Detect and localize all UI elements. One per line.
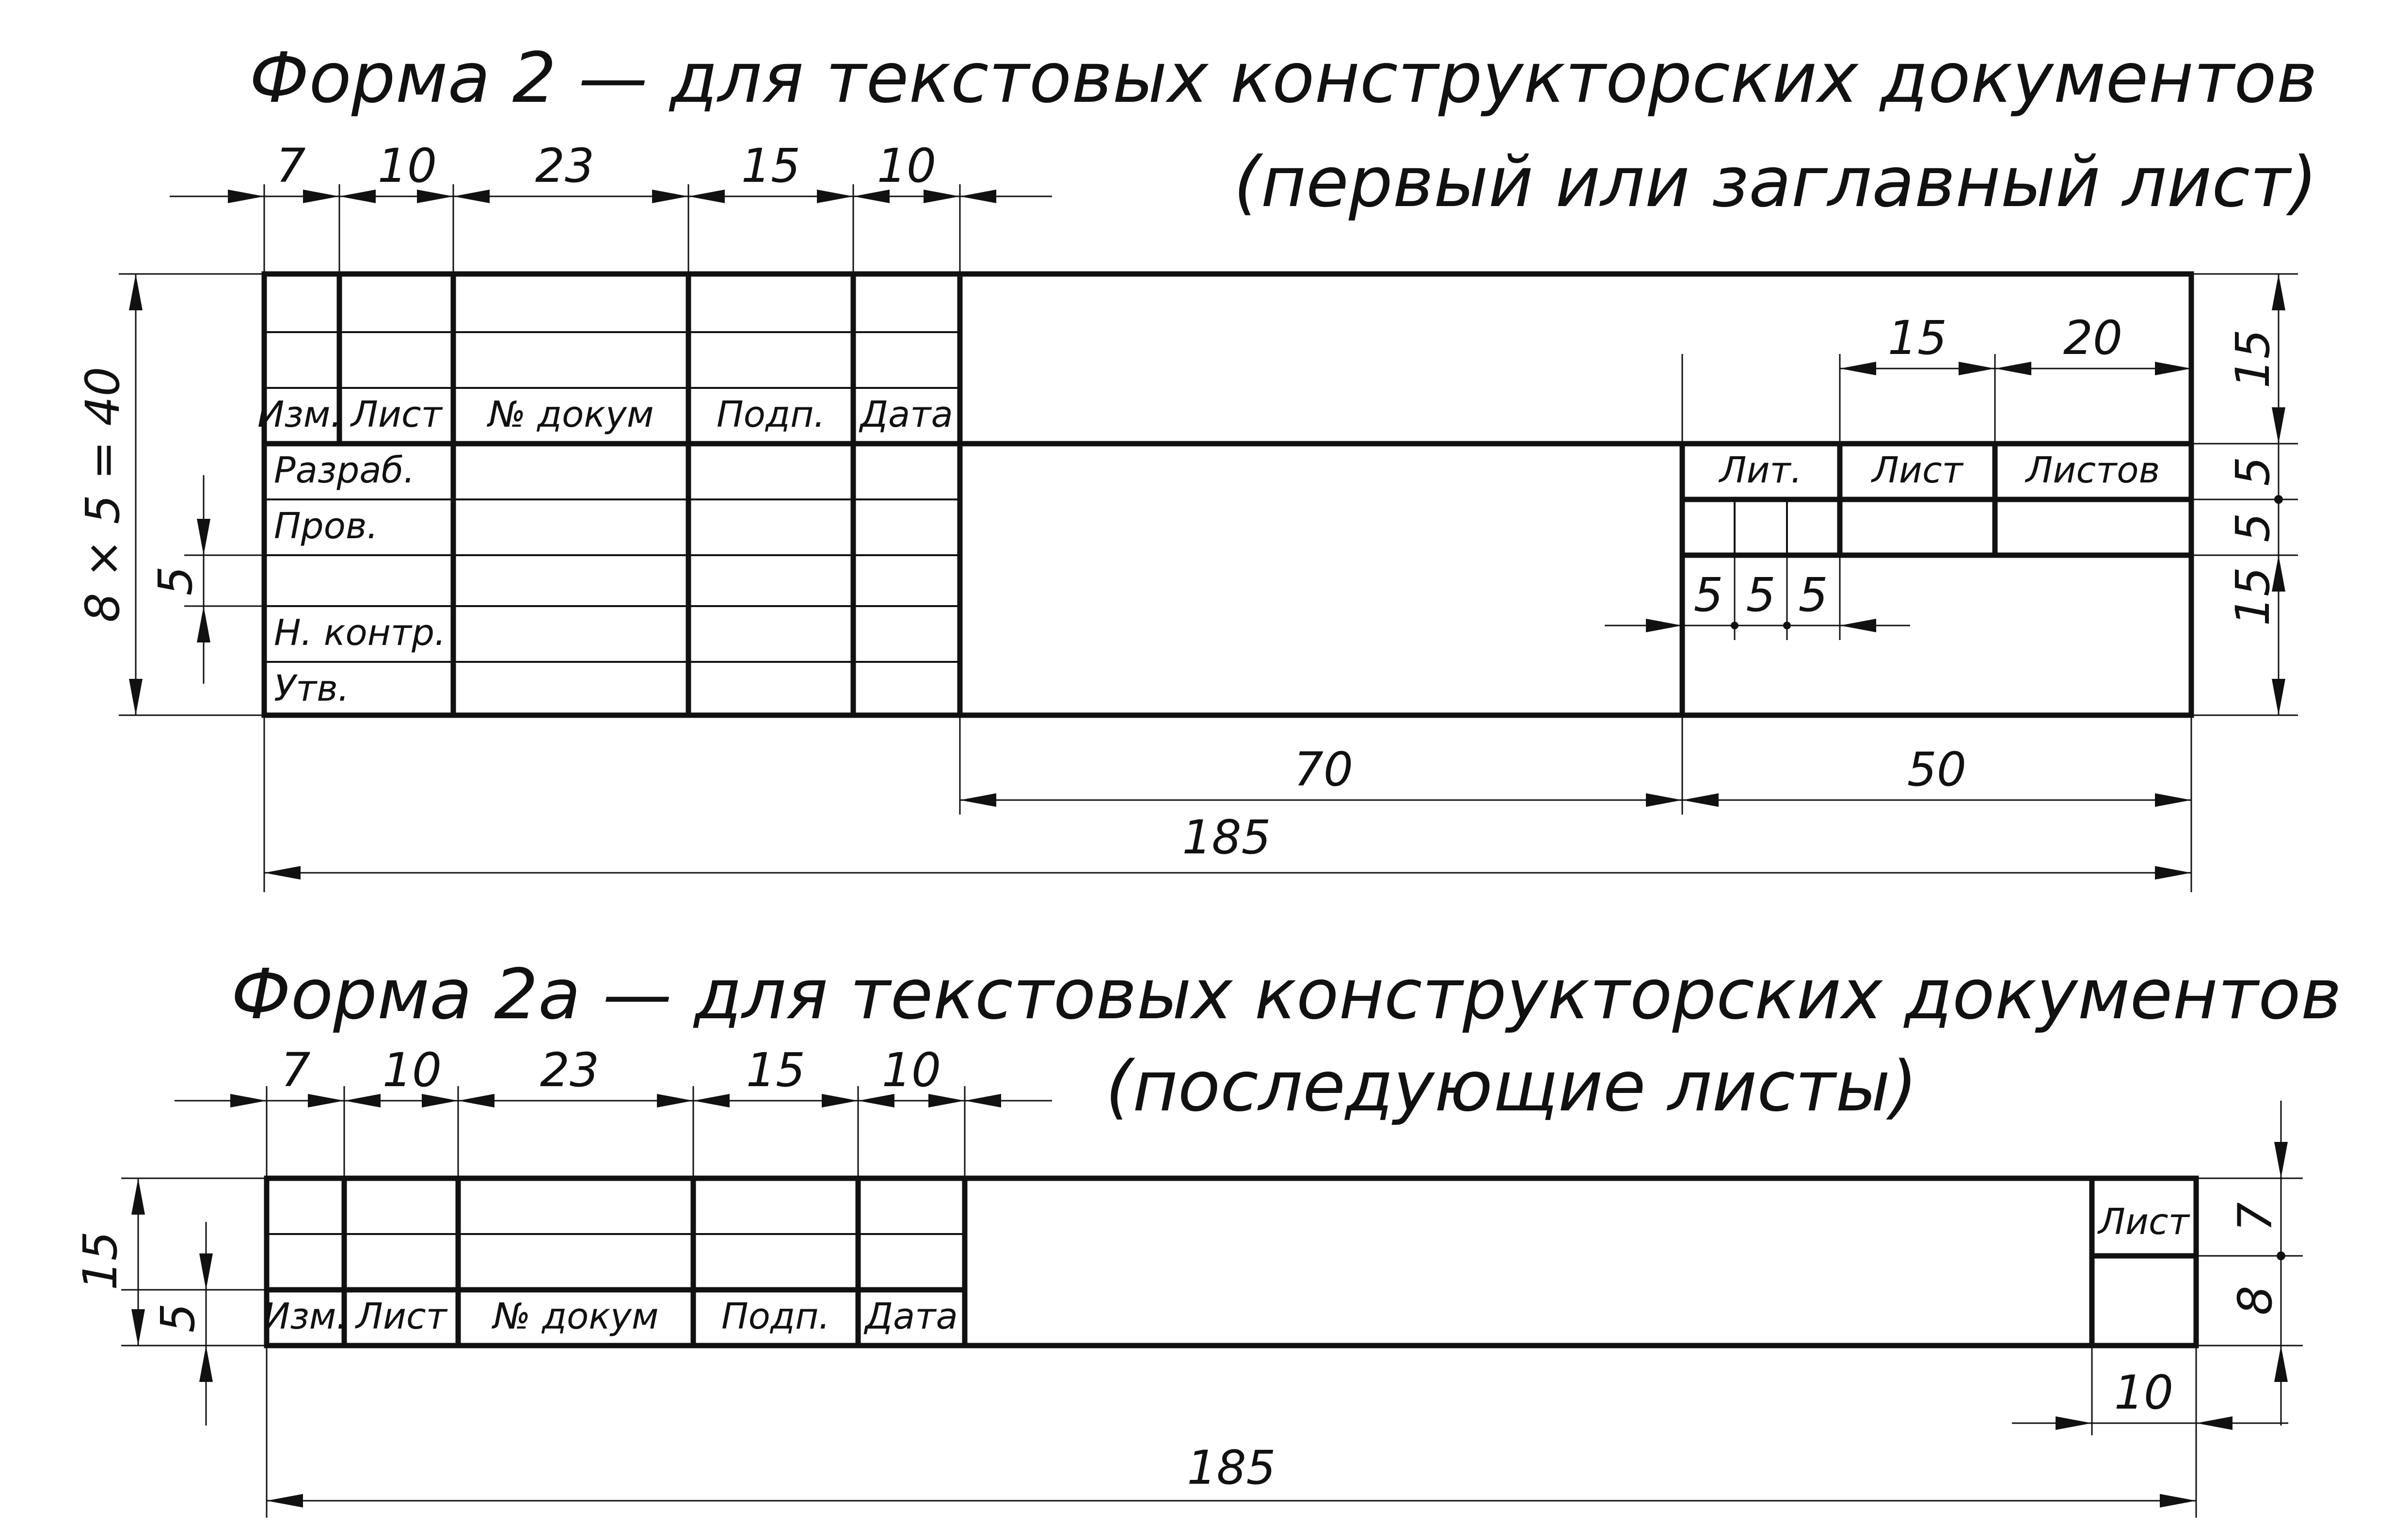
form2-dim-lit-5b: 5 [1746,568,1776,622]
form2-header-izm: Изм. [257,394,342,435]
form2-dim-left-total: 8 × 5 = 40 [76,367,130,623]
form2-cell-lit: Лит. [1719,449,1802,491]
form2-header-doc: № докум [488,394,654,435]
form2-header-list: Лист [351,394,442,435]
form2-dim-lit-5c: 5 [1798,568,1828,622]
form2-dim-70: 70 [1293,742,1354,797]
form2-row-prov: Пров. [274,505,379,547]
form2-header-date: Дата [860,394,953,435]
form2-left-dimensions [119,274,264,715]
form2-cell-list: Лист [1872,449,1963,491]
form2a-dim-right-8: 8 [2228,1285,2282,1315]
form2-dim-left-row: 5 [148,566,203,596]
form2a-right-dimensions [2196,1101,2303,1426]
form2a-dim-col-10b: 10 [881,1043,941,1097]
form2-dim-col-15: 15 [741,139,801,193]
form2a-dim-col-15: 15 [746,1043,806,1097]
form2a-dim-col-7: 7 [281,1043,311,1097]
form2a-dim-185: 185 [1187,1441,1276,1495]
form2-dim-col-23: 23 [535,139,595,193]
form2a-title-line2: (последующие листы) [1105,1046,1917,1127]
form2-dim-right-5a: 5 [2226,456,2280,486]
form-2a [73,954,2342,1518]
form2a-dim-col-23: 23 [540,1043,600,1097]
form2-dim-col-7: 7 [276,139,306,193]
form2-header-sign: Подп. [717,394,825,435]
form2a-bottom-dimensions [267,1346,2288,1518]
form2a-dim-10: 10 [2114,1365,2174,1420]
form2-title-line1: Форма 2 — для текстовых конструкторских документов [249,37,2317,118]
form2a-header-list: Лист [356,1296,447,1337]
form2a-top-dimensions [175,1086,1052,1178]
form2-dim-right-15b: 15 [2226,566,2280,626]
form2-top-dimensions [170,184,1052,274]
form2-dim-col-10b: 10 [877,139,937,193]
form2-dim-50: 50 [1907,742,1967,797]
form2-row-nkontr: Н. контр. [274,612,446,654]
form2a-header-doc: № докум [493,1296,659,1337]
form2a-left-dimensions [121,1178,267,1426]
form2a-header-sign: Подп. [721,1296,830,1337]
form2a-title-line1: Форма 2а — для текстовых конструкторских документов [231,954,2342,1035]
form2-dim-185: 185 [1182,810,1271,865]
form2a-header-izm: Изм. [263,1296,348,1337]
form2-dim-20: 20 [2063,311,2123,365]
form2-dim-lit-5a: 5 [1693,568,1723,622]
form2-dim-right-5b: 5 [2226,513,2280,543]
form2-dim-15: 15 [1887,311,1947,365]
form2-row-utv: Утв. [274,668,350,709]
form-2 [76,37,2317,892]
form2-right-top-dimensions [1682,354,2191,444]
form2a-dim-col-10: 10 [382,1043,442,1097]
form2-row-razrab: Разраб. [274,449,415,491]
form2-bottom-dimensions [264,715,2191,892]
form2a-cell-list: Лист [2098,1201,2189,1243]
form2-dim-col-10: 10 [377,139,437,193]
form2a-header-date: Дата [865,1296,958,1337]
form2a-dim-left-15: 15 [73,1231,128,1291]
form2a-dim-right-7: 7 [2228,1202,2282,1232]
form2-cell-listov: Листов [2025,449,2160,491]
form2-dim-right-15a: 15 [2226,329,2280,389]
form2-title-line2: (первый или заглавный лист) [1233,142,2317,223]
form2a-dim-left-5: 5 [151,1303,205,1333]
